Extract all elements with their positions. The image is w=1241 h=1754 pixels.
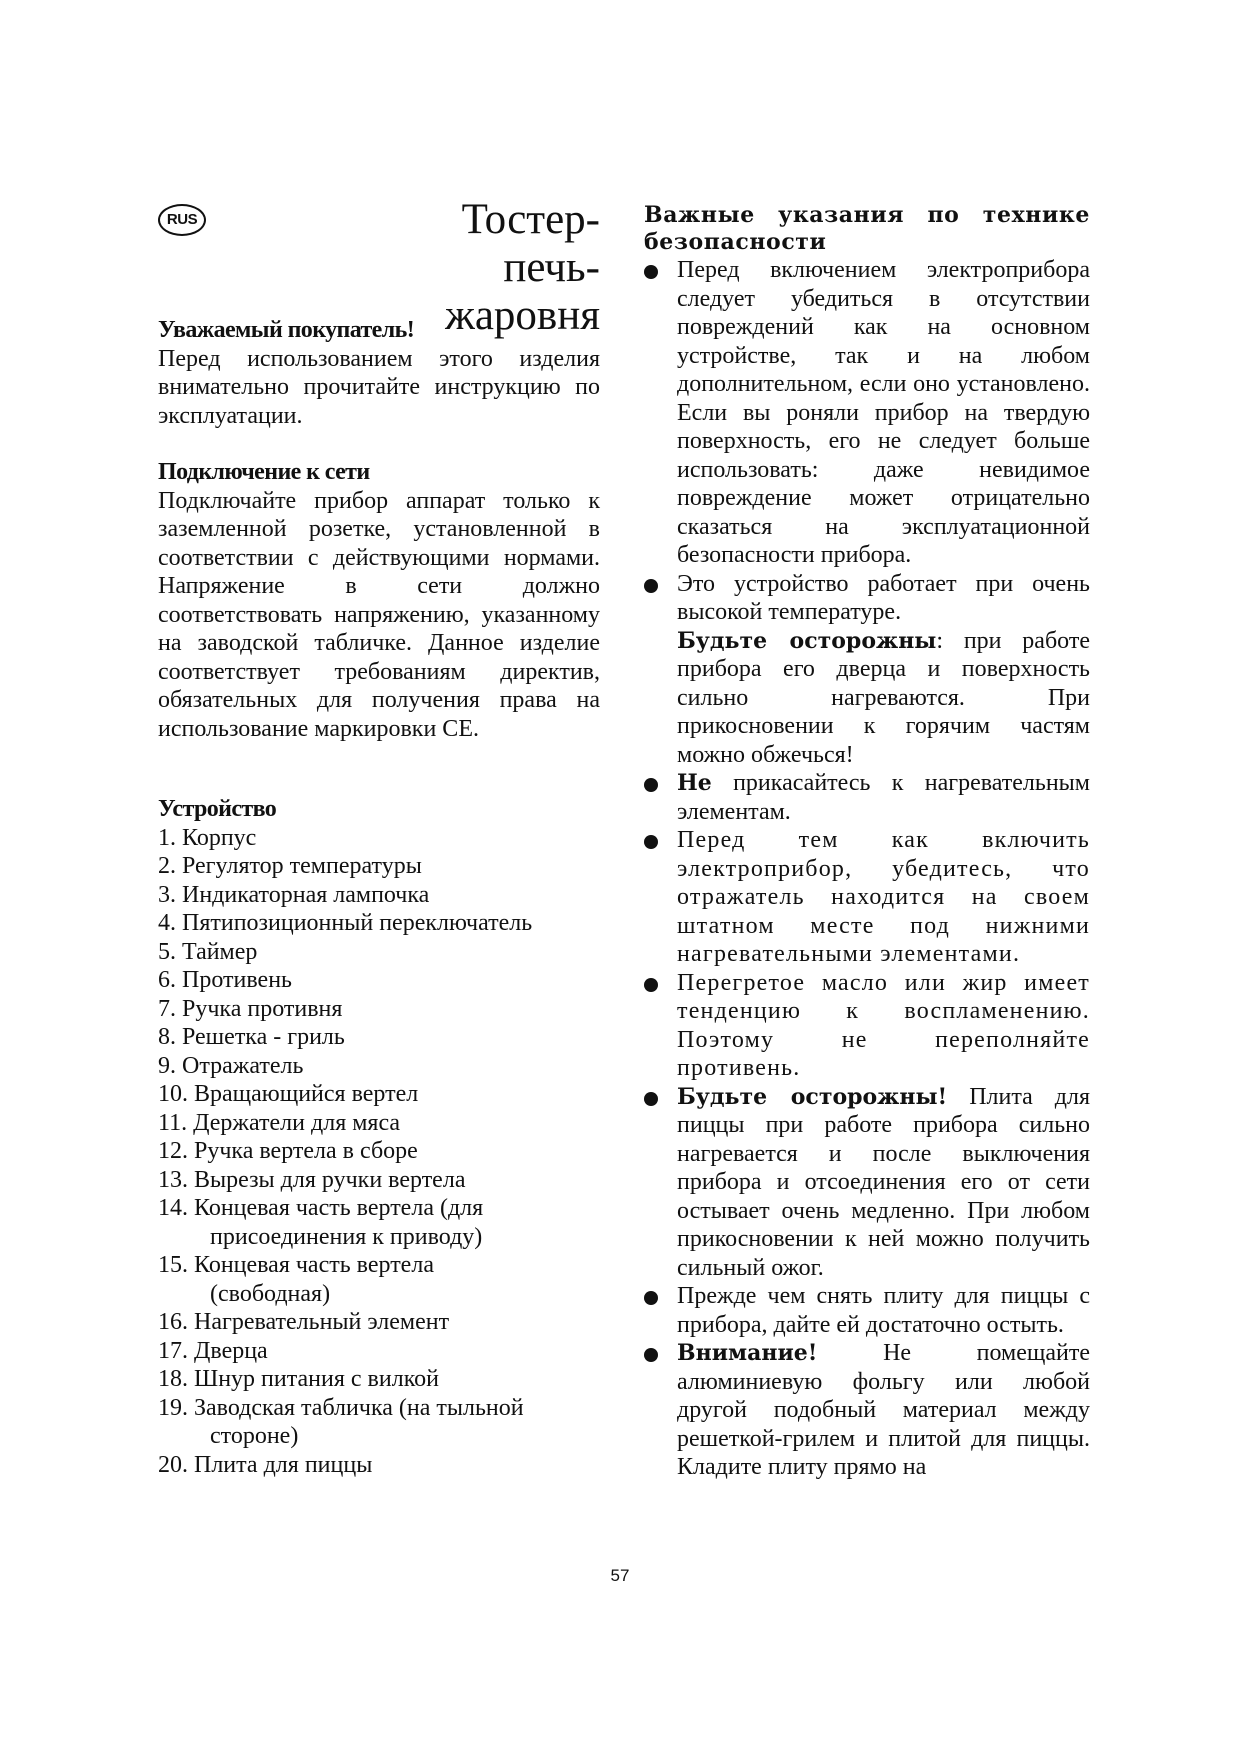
safety-item-bold: Будьте осторожны! xyxy=(677,1083,948,1110)
safety-heading: Важные указания по технике безопасности xyxy=(644,202,1090,255)
safety-section xyxy=(644,202,1090,1482)
item-number: 19. xyxy=(158,1394,188,1421)
safety-item-text: Не помещайте алюминиевую фольгу или любой другой подобный материал между решеткой-грилем и плитой для пиццы. Кладите плиту прямо на xyxy=(677,1340,1090,1480)
safety-item xyxy=(644,826,1090,969)
safety-item xyxy=(644,570,1090,770)
list-item xyxy=(158,1137,600,1166)
item-number: 13. xyxy=(158,1166,188,1193)
item-text: Пятипозиционный переключатель xyxy=(182,910,533,936)
item-text: Концевая часть вертела xyxy=(194,1252,434,1278)
bullet-icon xyxy=(644,835,658,849)
item-number: 1. xyxy=(158,824,176,851)
list-item xyxy=(158,909,600,938)
item-number: 12. xyxy=(158,1138,188,1164)
bullet-icon xyxy=(644,265,658,279)
item-text: Регулятор температуры xyxy=(182,853,422,879)
connection-section xyxy=(158,458,600,743)
item-number: 8. xyxy=(158,1024,176,1050)
bullet-icon xyxy=(644,978,658,992)
item-text: Вырезы для ручки вертела xyxy=(194,1166,466,1193)
item-number: 2. xyxy=(158,853,176,879)
item-text: Вращающийся вертел xyxy=(194,1081,419,1107)
page-number: 57 xyxy=(610,1566,630,1585)
safety-item xyxy=(644,256,1090,570)
safety-item xyxy=(644,969,1090,1083)
item-text: Ручка противня xyxy=(182,995,343,1022)
item-number: 9. xyxy=(158,1052,176,1079)
safety-item xyxy=(644,1282,1090,1339)
title-line-2: жаровня xyxy=(445,292,600,339)
bullet-icon xyxy=(644,1291,658,1305)
bullet-icon xyxy=(644,778,658,792)
list-item xyxy=(158,824,600,853)
intro-heading: Уважаемый покупатель! xyxy=(158,317,415,343)
device-parts-list xyxy=(158,824,600,1480)
list-item xyxy=(158,1080,600,1109)
item-number: 20. xyxy=(158,1451,188,1478)
item-number: 4. xyxy=(158,910,176,936)
language-badge: RUS xyxy=(158,204,206,236)
item-number: 5. xyxy=(158,938,176,965)
safety-item-bold: Не xyxy=(677,770,712,796)
list-item xyxy=(158,1023,600,1052)
safety-item xyxy=(644,1083,1090,1283)
item-continuation: (свободная) xyxy=(210,1280,331,1307)
item-text: Таймер xyxy=(182,938,258,965)
item-number: 17. xyxy=(158,1337,188,1364)
item-number: 3. xyxy=(158,881,176,908)
item-continuation: стороне) xyxy=(210,1423,299,1449)
safety-item-bold: Внимание! xyxy=(677,1340,818,1366)
list-item xyxy=(158,966,600,995)
safety-item-text-2: : при работе прибора его дверца и поверхность сильно нагреваются. При прикосновении к горячим частям можно обжечься! xyxy=(677,627,1090,768)
title-line-1: Тостер-печь- xyxy=(461,196,600,291)
item-text: Решетка - гриль xyxy=(182,1024,345,1050)
list-item xyxy=(158,1052,600,1081)
list-item xyxy=(158,1194,600,1251)
item-text: Концевая часть вертела (для xyxy=(194,1195,484,1221)
safety-item xyxy=(644,769,1090,826)
list-item xyxy=(158,1365,600,1394)
list-item xyxy=(158,1166,600,1195)
list-item xyxy=(158,1109,600,1138)
item-continuation: присоединения к приводу) xyxy=(210,1223,483,1250)
safety-item-text: прикасайтесь к нагревательным элементам. xyxy=(677,770,1090,825)
item-number: 6. xyxy=(158,967,176,993)
bullet-icon xyxy=(644,1348,658,1362)
safety-item-text: Прежде чем снять плиту для пиццы с прибора, дайте ей достаточно остыть. xyxy=(677,1283,1090,1338)
item-text: Корпус xyxy=(182,824,257,851)
list-item xyxy=(158,1251,600,1308)
safety-item-text: Перед тем как включить электроприбор, убедитесь, что отражатель находится на своем штатном месте под нижними нагревательными элементами. xyxy=(677,827,1090,967)
list-item xyxy=(158,938,600,967)
item-text: Противень xyxy=(182,967,292,993)
safety-item-text: Перед включением электроприбора следует убедиться в отсутствии повреждений как на основном устройстве, так и на любом дополнительном, если оно установлено. Если вы роняли прибор на твердую поверхность, его не следует больше использовать: даже невидимое повреждение может отрицательно сказаться на эксплуатационной безопасности прибора. xyxy=(677,257,1090,568)
list-item xyxy=(158,1308,600,1337)
safety-item-bold-2: Будьте осторожны xyxy=(677,627,937,654)
item-text: Держатели для мяса xyxy=(193,1109,401,1136)
intro-text: Перед использованием этого изделия внимательно прочитайте инструкцию по эксплуатации. xyxy=(158,345,600,429)
item-text: Плита для пиццы xyxy=(194,1451,373,1478)
item-text: Отражатель xyxy=(182,1052,304,1079)
item-number: 10. xyxy=(158,1081,188,1107)
list-item xyxy=(158,995,600,1024)
item-number: 11. xyxy=(158,1109,188,1136)
item-text: Дверца xyxy=(194,1337,268,1364)
connection-text: Подключайте прибор аппарат только к заземленной розетке, установленной в соответствии с действующими нормами. Напряжение в сети должно соответствовать напряжению, указанному на заводской табличке. Данное изделие соответствует требованиям директив, обязательных для получения права на использование маркировки CE. xyxy=(158,487,600,742)
list-item xyxy=(158,852,600,881)
item-number: 7. xyxy=(158,995,176,1022)
list-item xyxy=(158,1337,600,1366)
device-heading: Устройство xyxy=(158,796,277,822)
item-text: Заводская табличка (на тыльной xyxy=(194,1394,524,1421)
item-text: Нагревательный элемент xyxy=(194,1309,450,1335)
item-number: 14. xyxy=(158,1195,188,1221)
item-number: 15. xyxy=(158,1252,188,1278)
safety-item xyxy=(644,1339,1090,1482)
item-number: 18. xyxy=(158,1366,188,1392)
item-text: Индикаторная лампочка xyxy=(182,881,430,908)
item-text: Шнур питания с вилкой xyxy=(194,1366,439,1392)
safety-item-text: Это устройство работает при очень высокой температуре. xyxy=(677,570,1090,625)
device-section xyxy=(158,795,600,1479)
intro-section xyxy=(158,316,600,430)
connection-heading: Подключение к сети xyxy=(158,459,370,485)
item-number: 16. xyxy=(158,1309,188,1335)
safety-item-text: Плита для пиццы при работе прибора сильно нагревается и после выключения прибора и отсоединения его от сети остывает очень медленно. При любом прикосновении к ней можно получить сильный ожог. xyxy=(677,1083,1090,1281)
bullet-icon xyxy=(644,1092,658,1106)
list-item xyxy=(158,1394,600,1451)
list-item xyxy=(158,881,600,910)
bullet-icon xyxy=(644,579,658,593)
item-text: Ручка вертела в сборе xyxy=(194,1138,418,1164)
safety-item-text: Перегретое масло или жир имеет тенденцию к воспламенению. Поэтому не переполняйте противень. xyxy=(677,969,1090,1081)
list-item xyxy=(158,1451,600,1480)
